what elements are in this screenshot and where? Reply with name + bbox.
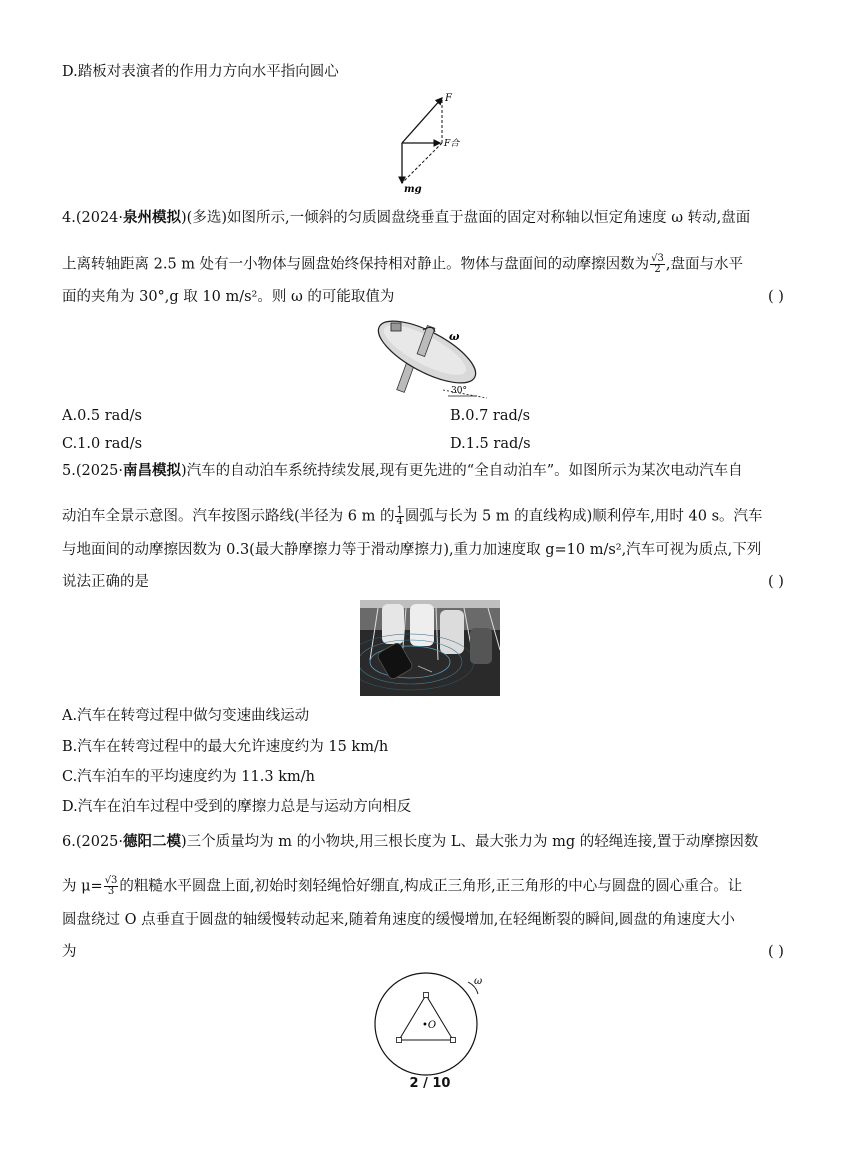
label-mg: mg — [404, 184, 422, 195]
page-number: 2 / 10 — [409, 1076, 451, 1091]
frac-den: 4 — [396, 516, 403, 527]
q4-number: 4.(2024· — [62, 210, 124, 226]
frac-den: 3 — [107, 886, 115, 897]
q6-text-2b: 的粗糙水平圆盘上面,初始时刻轻绳恰好绷直,构成正三角形,正三角形的中心与圆盘的圆心重合。让 — [119, 878, 743, 895]
q5-fraction — [395, 506, 403, 527]
q5-answer-paren[interactable]: ( ) — [768, 574, 784, 590]
q6-answer-paren[interactable]: ( ) — [768, 944, 784, 960]
q4-text-1: )(多选)如图所示,一倾斜的匀质圆盘绕垂直于盘面的固定对称轴以恒定角速度 ω 转动,盘面 — [181, 210, 751, 226]
q4-fraction — [650, 254, 665, 275]
q6-text-1: )三个质量均为 m 的小物块,用三根长度为 L、最大张力为 mg 的轻绳连接,置于动摩擦因数 — [181, 834, 759, 850]
q3-option-d[interactable]: D.踏板对表演者的作用力方向水平指向圆心 — [62, 64, 339, 80]
frac-den: 2 — [654, 264, 661, 275]
disk-triangle-diagram — [368, 970, 496, 1076]
q5-number: 5.(2025· — [62, 463, 124, 479]
q6-line-3: 圆盘绕过 O 点垂直于圆盘的轴缓慢转动起来,随着角速度的缓慢增加,在轻绳断裂的瞬间,圆盘的角速度大小 — [62, 912, 735, 928]
q4-option-b[interactable]: B.0.7 rad/s — [450, 408, 531, 424]
q5-line-4: 说法正确的是 — [62, 574, 149, 590]
parking-photo — [360, 600, 500, 696]
center-label: •O — [422, 1020, 437, 1031]
label-F: F — [445, 93, 452, 104]
q6-text-2a: 为 μ= — [62, 878, 103, 895]
q4-option-c[interactable]: C.1.0 rad/s — [62, 436, 143, 452]
q4-text-2b: ,盘面与水平 — [665, 256, 743, 273]
q5-option-b[interactable]: B.汽车在转弯过程中的最大允许速度约为 15 km/h — [62, 739, 389, 755]
q5-line-3: 与地面间的动摩擦因数为 0.3(最大静摩擦力等于滑动摩擦力),重力加速度取 g=10 m/s²,汽车可视为质点,下列 — [62, 542, 762, 558]
label-F-he: F合 — [444, 139, 460, 149]
force-diagram — [390, 88, 470, 196]
q4-source: 泉州模拟 — [123, 210, 182, 226]
q5-text-2b: 圆弧与长为 5 m 的直线构成)顺利停车,用时 40 s。汽车 — [404, 508, 763, 525]
q4-line-3: 面的夹角为 30°,g 取 10 m/s²。则 ω 的可能取值为 — [62, 289, 395, 305]
q4-option-a[interactable]: A.0.5 rad/s — [62, 408, 142, 424]
q4-answer-paren[interactable]: ( ) — [768, 289, 784, 305]
q4-line-2 — [62, 254, 743, 275]
q6-source: 德阳二模 — [123, 834, 182, 850]
q5-text-1: )汽车的自动泊车系统持续发展,现有更先进的“全自动泊车”。如图所示为某次电动汽车自 — [181, 463, 743, 479]
q5-option-c[interactable]: C.汽车泊车的平均速度约为 11.3 km/h — [62, 769, 315, 785]
q5-line-2 — [62, 506, 763, 527]
angle-label: 30° — [451, 386, 467, 396]
q6-line-4: 为 — [62, 944, 77, 960]
q6-fraction — [104, 876, 119, 897]
q5-option-a[interactable]: A.汽车在转弯过程中做匀变速曲线运动 — [62, 708, 310, 724]
frac-num: √3 — [104, 875, 118, 886]
omega-label: ω — [449, 330, 460, 343]
frac-num: 1 — [396, 505, 403, 516]
q5-text-2a: 动泊车全景示意图。汽车按图示路线(半径为 6 m 的 — [62, 508, 395, 525]
q4-option-d[interactable]: D.1.5 rad/s — [450, 436, 531, 452]
omega-label-q6: ω — [474, 976, 483, 987]
q4-line-1 — [62, 208, 750, 228]
q5-line-1 — [62, 461, 743, 481]
q6-line-1 — [62, 832, 758, 852]
q5-source: 南昌模拟 — [123, 463, 182, 479]
tilted-disk-diagram — [365, 310, 495, 402]
q5-option-d[interactable]: D.汽车在泊车过程中受到的摩擦力总是与运动方向相反 — [62, 799, 412, 815]
q6-number: 6.(2025· — [62, 834, 124, 850]
q6-line-2 — [62, 876, 742, 897]
q4-text-2a: 上离转轴距离 2.5 m 处有一小物体与圆盘始终保持相对静止。物体与盘面间的动摩擦因数为 — [62, 256, 650, 273]
frac-num: √3 — [651, 253, 664, 264]
